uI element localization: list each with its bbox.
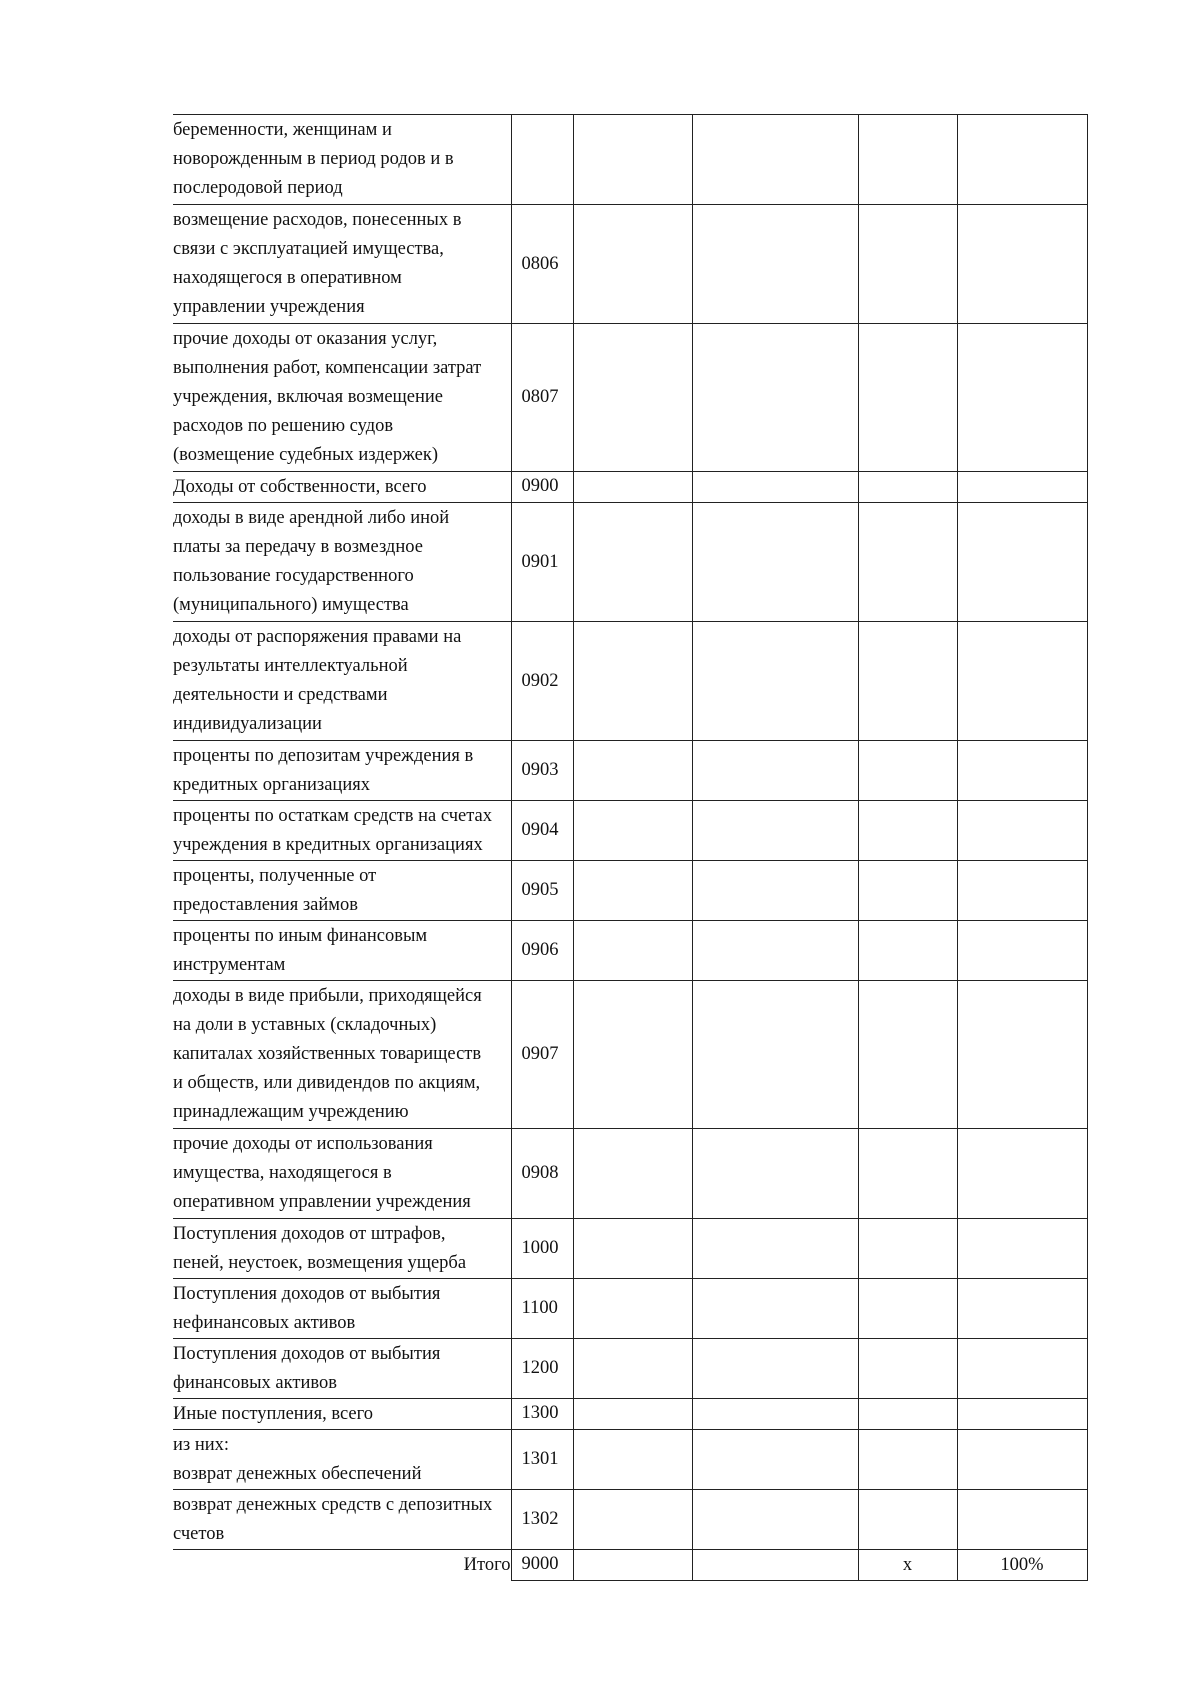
table-row <box>173 503 1087 622</box>
row-cell-c <box>858 921 957 981</box>
row-cell-c <box>858 1339 957 1399</box>
row-cell-a <box>573 1339 692 1399</box>
row-cell-b <box>692 921 858 981</box>
row-cell-a <box>573 861 692 921</box>
row-name <box>173 981 511 1129</box>
row-cell-c <box>858 1129 957 1219</box>
row-cell-a <box>573 1219 692 1279</box>
row-code <box>511 115 573 205</box>
row-cell-a <box>573 981 692 1129</box>
row-code: 0806 <box>511 205 573 324</box>
row-cell-d <box>957 1399 1087 1430</box>
table-row <box>173 1399 1087 1430</box>
row-code: 0904 <box>511 801 573 861</box>
row-name-text: доходы в виде прибыли, приходящейся на доли в уставных (складочных) капиталах хозяйственных товариществ и обществ, или дивидендов по акциям, принадлежащим учреждению <box>173 986 482 1122</box>
row-name-text: проценты по депозитам учреждения в кредитных организациях <box>173 745 474 795</box>
row-name-text: Иные поступления, всего <box>173 1403 373 1424</box>
row-cell-c <box>858 1279 957 1339</box>
row-cell-d <box>957 1129 1087 1219</box>
row-name <box>173 622 511 741</box>
row-name <box>173 1490 511 1550</box>
table-row <box>173 115 1087 205</box>
table-row <box>173 801 1087 861</box>
row-cell-a <box>573 1430 692 1490</box>
row-cell-b <box>692 1430 858 1490</box>
row-cell-d <box>957 801 1087 861</box>
total-cell-c: x <box>858 1550 957 1581</box>
row-cell-a <box>573 801 692 861</box>
row-name-text: проценты по иным финансовым инструментам <box>173 925 428 975</box>
row-name-text: Поступления доходов от выбытия нефинансовых активов <box>173 1283 441 1333</box>
row-cell-a <box>573 1279 692 1339</box>
row-cell-a <box>573 1399 692 1430</box>
row-name-text: доходы от распоряжения правами на результаты интеллектуальной деятельности и средствами индивидуализации <box>173 627 462 734</box>
table-row <box>173 1129 1087 1219</box>
row-cell-a <box>573 115 692 205</box>
row-cell-a <box>573 503 692 622</box>
row-cell-a <box>573 1129 692 1219</box>
row-name-text: доходы в виде арендной либо иной платы за передачу в возмездное пользование государственного (муниципального) имущества <box>173 508 450 615</box>
row-name <box>173 741 511 801</box>
row-cell-c <box>858 741 957 801</box>
row-name-text: Поступления доходов от штрафов, пеней, неустоек, возмещения ущерба <box>173 1223 467 1273</box>
table-row <box>173 472 1087 503</box>
row-code: 0906 <box>511 921 573 981</box>
total-cell-a <box>573 1550 692 1581</box>
table-row <box>173 1339 1087 1399</box>
row-cell-d <box>957 921 1087 981</box>
row-cell-d <box>957 981 1087 1129</box>
table-row <box>173 205 1087 324</box>
row-name <box>173 921 511 981</box>
row-name-text: Поступления доходов от выбытия финансовых активов <box>173 1343 441 1393</box>
row-cell-c <box>858 472 957 503</box>
row-cell-b <box>692 801 858 861</box>
row-code: 1000 <box>511 1219 573 1279</box>
row-name <box>173 1219 511 1279</box>
row-name <box>173 1279 511 1339</box>
row-code: 0807 <box>511 324 573 472</box>
row-cell-b <box>692 1339 858 1399</box>
row-cell-b <box>692 1219 858 1279</box>
row-cell-d <box>957 1490 1087 1550</box>
row-cell-d <box>957 741 1087 801</box>
row-cell-d <box>957 1219 1087 1279</box>
row-name-text: проценты, полученные от предоставления займов <box>173 865 377 915</box>
row-name-text: возврат денежных средств с депозитных счетов <box>173 1494 493 1544</box>
row-name <box>173 324 511 472</box>
table-row <box>173 324 1087 472</box>
row-cell-b <box>692 205 858 324</box>
table-row <box>173 981 1087 1129</box>
row-cell-b <box>692 1490 858 1550</box>
row-code: 1302 <box>511 1490 573 1550</box>
row-cell-d <box>957 1279 1087 1339</box>
row-cell-c <box>858 622 957 741</box>
table-row <box>173 741 1087 801</box>
row-cell-b <box>692 472 858 503</box>
row-code: 0901 <box>511 503 573 622</box>
row-cell-a <box>573 921 692 981</box>
row-cell-c <box>858 205 957 324</box>
row-code: 1200 <box>511 1339 573 1399</box>
row-name-text: проценты по остаткам средств на счетах учреждения в кредитных организациях <box>173 805 492 855</box>
row-cell-c <box>858 503 957 622</box>
row-code: 0903 <box>511 741 573 801</box>
row-name <box>173 1129 511 1219</box>
row-name-text: прочие доходы от оказания услуг, выполнения работ, компенсации затрат учреждения, включая возмещение расходов по решению судов (возмещение судебных издержек) <box>173 329 482 465</box>
row-code: 0905 <box>511 861 573 921</box>
row-name-text: прочие доходы от использования имущества, находящегося в оперативном управлении учреждения <box>173 1134 471 1212</box>
row-cell-c <box>858 115 957 205</box>
row-name <box>173 1399 511 1430</box>
table-row <box>173 1430 1087 1490</box>
row-name-text: Доходы от собственности, всего <box>173 476 427 497</box>
row-cell-a <box>573 622 692 741</box>
table-row <box>173 861 1087 921</box>
income-table-body <box>173 115 1087 1581</box>
row-cell-d <box>957 861 1087 921</box>
row-cell-c <box>858 1399 957 1430</box>
row-cell-d <box>957 324 1087 472</box>
row-cell-c <box>858 801 957 861</box>
row-code: 1301 <box>511 1430 573 1490</box>
row-name <box>173 861 511 921</box>
row-cell-b <box>692 741 858 801</box>
row-name <box>173 801 511 861</box>
row-cell-b <box>692 1129 858 1219</box>
row-cell-c <box>858 324 957 472</box>
total-cell-b <box>692 1550 858 1581</box>
row-code: 1300 <box>511 1399 573 1430</box>
row-cell-d <box>957 472 1087 503</box>
table-row <box>173 1490 1087 1550</box>
table-row <box>173 921 1087 981</box>
row-cell-d <box>957 503 1087 622</box>
row-code: 0908 <box>511 1129 573 1219</box>
row-cell-d <box>957 622 1087 741</box>
table-row <box>173 1279 1087 1339</box>
row-name <box>173 503 511 622</box>
row-code: 0902 <box>511 622 573 741</box>
table-row <box>173 622 1087 741</box>
row-cell-b <box>692 622 858 741</box>
row-code: 1100 <box>511 1279 573 1339</box>
row-cell-d <box>957 205 1087 324</box>
row-name <box>173 1339 511 1399</box>
row-cell-c <box>858 981 957 1129</box>
row-cell-d <box>957 115 1087 205</box>
row-name <box>173 115 511 205</box>
total-row <box>173 1550 1087 1581</box>
row-cell-b <box>692 861 858 921</box>
total-code: 9000 <box>511 1550 573 1581</box>
row-cell-b <box>692 503 858 622</box>
income-table <box>173 114 1088 1581</box>
row-cell-c <box>858 1219 957 1279</box>
row-cell-b <box>692 1279 858 1339</box>
row-cell-d <box>957 1339 1087 1399</box>
row-code: 0900 <box>511 472 573 503</box>
row-cell-d <box>957 1430 1087 1490</box>
row-cell-a <box>573 1490 692 1550</box>
row-name <box>173 1430 511 1490</box>
row-cell-b <box>692 115 858 205</box>
row-cell-a <box>573 324 692 472</box>
row-name-text: возмещение расходов, понесенных в связи с эксплуатацией имущества, находящегося в оперативном управлении учреждения <box>173 210 462 317</box>
row-cell-a <box>573 205 692 324</box>
total-label: Итого <box>173 1550 511 1581</box>
row-cell-a <box>573 472 692 503</box>
row-name <box>173 472 511 503</box>
row-cell-c <box>858 1490 957 1550</box>
row-cell-a <box>573 741 692 801</box>
total-cell-d: 100% <box>957 1550 1087 1581</box>
row-cell-b <box>692 324 858 472</box>
row-cell-c <box>858 861 957 921</box>
row-cell-c <box>858 1430 957 1490</box>
row-name <box>173 205 511 324</box>
row-cell-b <box>692 1399 858 1430</box>
table-row <box>173 1219 1087 1279</box>
row-code: 0907 <box>511 981 573 1129</box>
row-name-text: из них: возврат денежных обеспечений <box>173 1434 422 1484</box>
row-name-text: беременности, женщинам и новорожденным в период родов и в послеродовой период <box>173 120 454 198</box>
row-cell-b <box>692 981 858 1129</box>
